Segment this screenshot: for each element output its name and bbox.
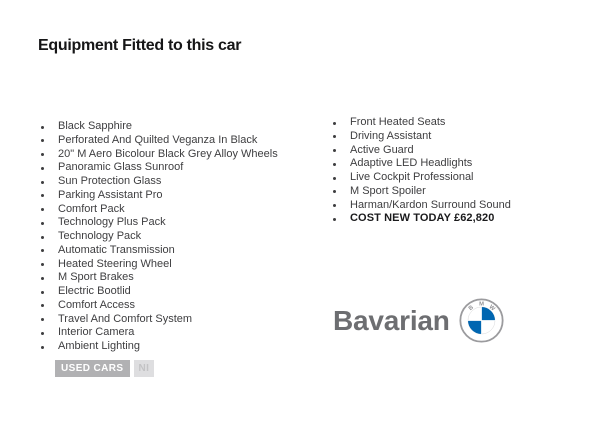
- equipment-list-right: [330, 116, 580, 226]
- list-item: Technology Plus Pack: [38, 216, 318, 230]
- list-item: M Sport Spoiler: [330, 185, 580, 199]
- list-item: Panoramic Glass Sunroof: [38, 161, 318, 175]
- roundel-letter-m: M: [478, 301, 484, 308]
- list-item: Sun Protection Glass: [38, 175, 318, 189]
- list-item: 20" M Aero Bicolour Black Grey Alloy Wheels: [38, 148, 318, 162]
- list-item: Comfort Pack: [38, 203, 318, 217]
- list-item: M Sport Brakes: [38, 271, 318, 285]
- list-item: Harman/Kardon Surround Sound: [330, 199, 580, 213]
- footer-badges: [55, 360, 154, 377]
- list-item: Black Sapphire: [38, 120, 318, 134]
- list-item: Perforated And Quilted Veganza In Black: [38, 134, 318, 148]
- list-item: Technology Pack: [38, 230, 318, 244]
- list-item: Electric Bootlid: [38, 285, 318, 299]
- list-item: Automatic Transmission: [38, 244, 318, 258]
- dealer-logo: [333, 298, 504, 343]
- list-item: Adaptive LED Headlights: [330, 157, 580, 171]
- list-item: Travel And Comfort System: [38, 313, 318, 327]
- list-item: Parking Assistant Pro: [38, 189, 318, 203]
- list-item: Front Heated Seats: [330, 116, 580, 130]
- page-title: Equipment Fitted to this car: [38, 37, 242, 54]
- list-item: Heated Steering Wheel: [38, 258, 318, 272]
- list-item: Active Guard: [330, 144, 580, 158]
- cost-new-today: COST NEW TODAY £62,820: [330, 212, 580, 226]
- bmw-roundel-icon: [459, 298, 504, 343]
- list-item: Ambient Lighting: [38, 340, 318, 354]
- ni-badge: NI: [134, 360, 155, 377]
- used-cars-badge: USED CARS: [55, 360, 130, 377]
- list-item: Interior Camera: [38, 326, 318, 340]
- roundel-letter-b: B: [467, 304, 475, 313]
- dealer-name: Bavarian: [333, 304, 450, 336]
- roundel-letter-w: W: [487, 304, 496, 313]
- list-item: Driving Assistant: [330, 130, 580, 144]
- list-item: Comfort Access: [38, 299, 318, 313]
- equipment-list-left: [38, 120, 318, 354]
- list-item: Live Cockpit Professional: [330, 171, 580, 185]
